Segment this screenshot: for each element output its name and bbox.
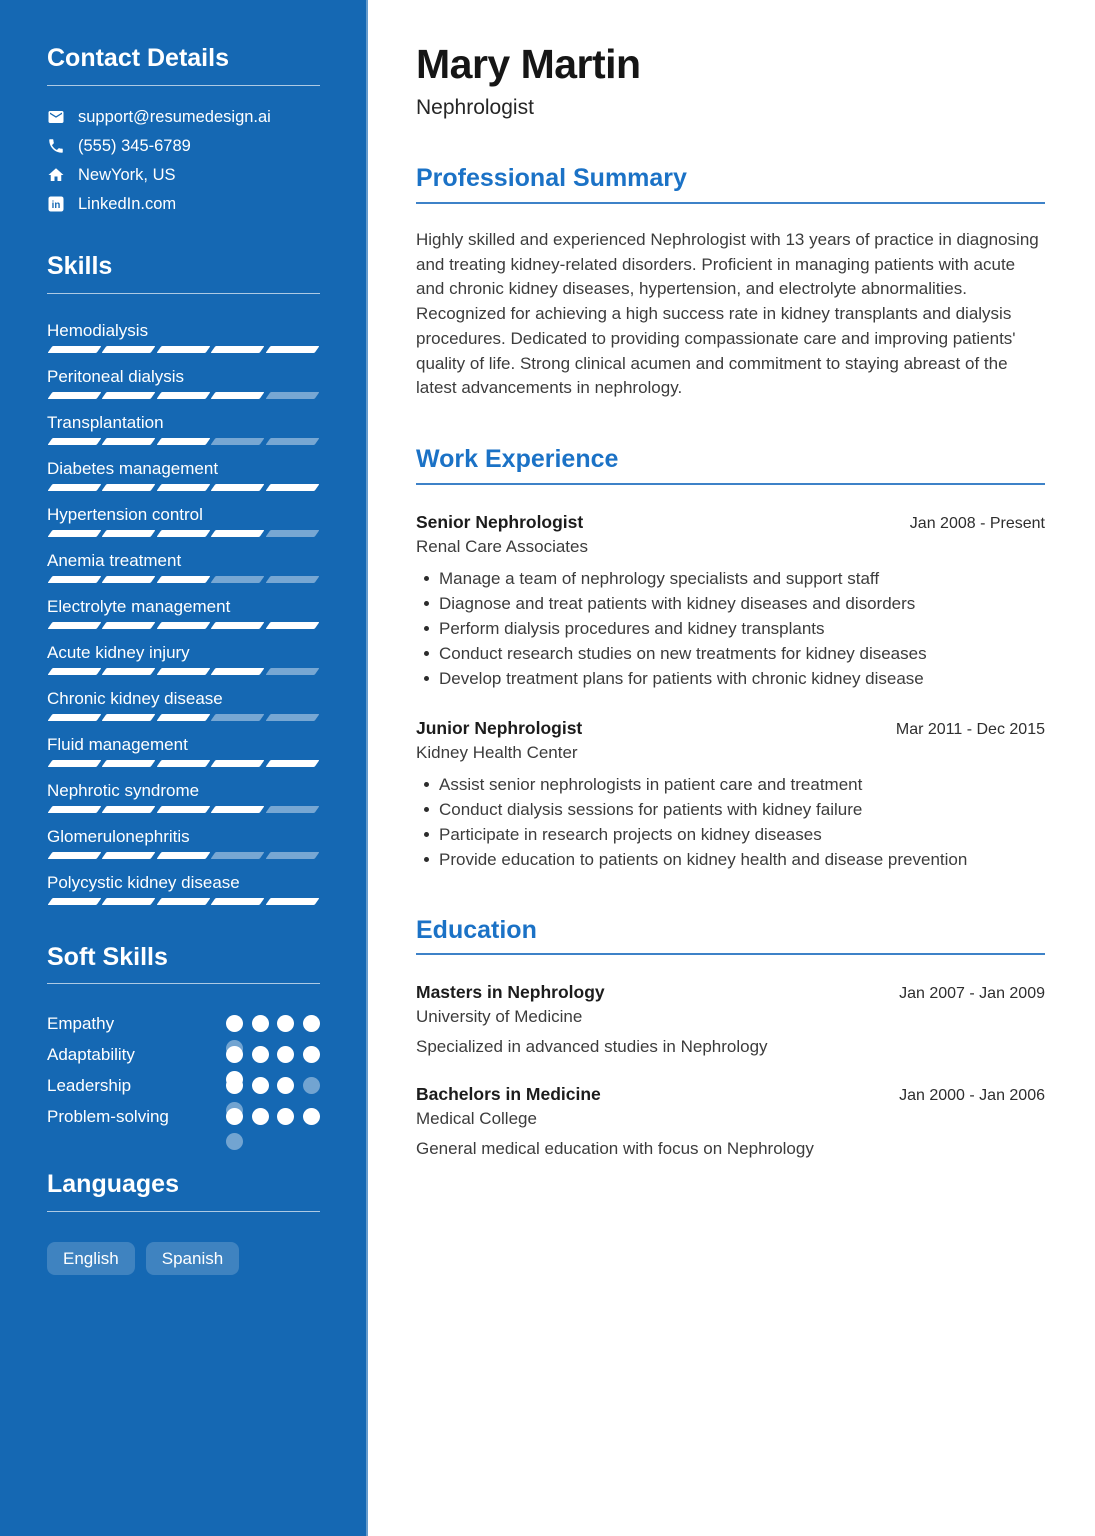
soft-skill-row: [47, 1101, 320, 1132]
language-pill: Spanish: [146, 1242, 239, 1275]
soft-skill-dots: [226, 1108, 320, 1150]
job-header: [416, 718, 1045, 739]
skill-bar-segment: [156, 576, 210, 583]
contact-section: [47, 44, 320, 214]
skill-bar-segment: [156, 530, 210, 537]
skill-item: [47, 688, 320, 721]
divider: [47, 983, 320, 984]
skills-list: [47, 320, 320, 905]
education-header: [416, 1084, 1045, 1105]
soft-skill-dot: [277, 1015, 294, 1032]
soft-skill-dot: [303, 1077, 320, 1094]
skill-bar: [47, 484, 320, 491]
skill-bar-segment: [102, 852, 156, 859]
soft-skill-dot: [252, 1108, 269, 1125]
skill-bar-segment: [48, 806, 102, 813]
skill-item: [47, 872, 320, 905]
skill-bar-segment: [48, 898, 102, 905]
skill-bar-segment: [48, 576, 102, 583]
skill-bar-segment: [102, 438, 156, 445]
job-dates: Jan 2008 - Present: [909, 514, 1045, 532]
skill-label: Electrolyte management: [47, 596, 231, 616]
skill-bar-segment: [211, 806, 265, 813]
job-bullet: Provide education to patients on kidney health and disease prevention: [424, 847, 1045, 872]
svg-text:in: in: [51, 200, 61, 212]
skill-label: Diabetes management: [47, 458, 219, 478]
education-note: Specialized in advanced studies in Nephrology: [416, 1037, 768, 1057]
contact-text: support@resumedesign.ai: [78, 107, 271, 126]
skill-bar-segment: [48, 852, 102, 859]
education-entry: [416, 1084, 1045, 1159]
skill-label: Nephrotic syndrome: [47, 780, 200, 800]
skill-bar: [47, 530, 320, 537]
education-note: General medical education with focus on Nephrology: [416, 1139, 814, 1159]
sidebar: [0, 0, 368, 1536]
skill-bar: [47, 852, 320, 859]
soft-skill-dot: [226, 1133, 243, 1150]
skill-item: [47, 734, 320, 767]
skill-bar-segment: [211, 898, 265, 905]
education-header: [416, 982, 1045, 1003]
skill-bar-segment: [211, 714, 265, 721]
contact-title: Contact Details: [47, 44, 229, 72]
experience-title: Work Experience: [416, 445, 1045, 485]
skill-bar: [47, 622, 320, 629]
skill-bar-segment: [265, 622, 319, 629]
skill-bar-segment: [265, 714, 319, 721]
skill-bar-segment: [48, 622, 102, 629]
skill-item: [47, 320, 320, 353]
skill-bar: [47, 668, 320, 675]
contact-text: NewYork, US: [78, 165, 176, 184]
skill-bar: [47, 760, 320, 767]
skill-bar: [47, 438, 320, 445]
school-name: Medical College: [416, 1109, 537, 1129]
skill-item: [47, 412, 320, 445]
skill-bar-segment: [156, 898, 210, 905]
degree-title: Masters in Nephrology: [416, 982, 605, 1003]
skill-label: Glomerulonephritis: [47, 826, 190, 846]
skill-bar: [47, 806, 320, 813]
skill-bar-segment: [102, 576, 156, 583]
skill-bar: [47, 392, 320, 399]
skill-bar-segment: [265, 852, 319, 859]
skill-item: [47, 458, 320, 491]
skill-bar-segment: [211, 484, 265, 491]
languages-title: Languages: [47, 1170, 179, 1199]
skill-bar-segment: [211, 852, 265, 859]
skill-label: Peritoneal dialysis: [47, 366, 185, 386]
skill-item: [47, 780, 320, 813]
skill-bar-segment: [211, 668, 265, 675]
skill-bar: [47, 346, 320, 353]
skill-bar-segment: [102, 622, 156, 629]
languages-section: [47, 1170, 320, 1275]
soft-skill-dot: [277, 1108, 294, 1125]
education-dates: Jan 2007 - Jan 2009: [899, 985, 1045, 1003]
skill-bar-segment: [211, 392, 265, 399]
degree-title: Bachelors in Medicine: [416, 1084, 601, 1105]
skill-bar-segment: [265, 668, 319, 675]
contact-item: [47, 108, 320, 127]
email-icon: [47, 108, 65, 126]
skill-bar-segment: [48, 392, 102, 399]
skill-bar-segment: [102, 484, 156, 491]
soft-skill-row: [47, 1039, 320, 1070]
skill-bar-segment: [156, 852, 210, 859]
job-bullet: Develop treatment plans for patients with chronic kidney disease: [424, 666, 1045, 691]
skill-bar-segment: [156, 346, 210, 353]
skill-bar-segment: [102, 898, 156, 905]
divider: [47, 1211, 320, 1212]
job-header: [416, 512, 1045, 533]
soft-skill-dot: [252, 1046, 269, 1063]
skill-bar-segment: [265, 392, 319, 399]
job-title: Junior Nephrologist: [416, 717, 583, 738]
soft-skill-dot: [303, 1015, 320, 1032]
skill-bar-segment: [156, 714, 210, 721]
summary-section: [416, 164, 1045, 401]
skill-label: Chronic kidney disease: [47, 688, 223, 708]
contact-item: [47, 137, 320, 156]
soft-skill-dot: [303, 1108, 320, 1125]
job-dates: Mar 2011 - Dec 2015: [895, 720, 1045, 738]
skill-bar-segment: [156, 622, 210, 629]
skill-item: [47, 366, 320, 399]
soft-skill-dot: [226, 1108, 243, 1125]
job-bullet: Conduct dialysis sessions for patients with kidney failure: [424, 797, 1045, 822]
soft-skills-title: Soft Skills: [47, 942, 168, 971]
job-bullet-list: [416, 772, 1045, 872]
contact-item: [47, 195, 320, 214]
job-bullet: Participate in research projects on kidney diseases: [424, 822, 1045, 847]
skill-bar-segment: [102, 668, 156, 675]
skill-bar-segment: [102, 760, 156, 767]
soft-skill-dot: [252, 1015, 269, 1032]
skill-item: [47, 642, 320, 675]
skill-bar-segment: [211, 576, 265, 583]
soft-skill-dot: [277, 1046, 294, 1063]
skill-bar-segment: [211, 760, 265, 767]
education-section: [416, 916, 1045, 1160]
education-dates: Jan 2000 - Jan 2006: [899, 1087, 1045, 1105]
soft-skill-dot: [277, 1077, 294, 1094]
skill-bar-segment: [48, 484, 102, 491]
skill-bar-segment: [48, 760, 102, 767]
skill-label: Transplantation: [47, 412, 164, 432]
home-icon: [47, 166, 65, 184]
skill-item: [47, 826, 320, 859]
skill-bar: [47, 714, 320, 721]
skill-bar-segment: [265, 898, 319, 905]
job-bullet-list: [416, 566, 1045, 691]
skill-bar-segment: [265, 438, 319, 445]
soft-skill-dot: [226, 1015, 243, 1032]
soft-skills-list: [47, 1008, 320, 1132]
summary-title: Professional Summary: [416, 164, 1045, 204]
skill-bar-segment: [211, 438, 265, 445]
job-bullet: Diagnose and treat patients with kidney diseases and disorders: [424, 591, 1045, 616]
skill-bar-segment: [156, 484, 210, 491]
skill-label: Polycystic kidney disease: [47, 872, 240, 892]
skill-bar-segment: [48, 438, 102, 445]
skills-title: Skills: [47, 251, 113, 280]
soft-skill-dot: [252, 1077, 269, 1094]
soft-skill-dot: [226, 1077, 243, 1094]
divider: [47, 293, 320, 294]
contact-item: [47, 166, 320, 185]
skill-bar-segment: [265, 576, 319, 583]
person-role: Nephrologist: [416, 96, 534, 120]
skill-bar-segment: [211, 346, 265, 353]
skill-bar-segment: [211, 530, 265, 537]
skill-bar-segment: [48, 346, 102, 353]
skill-bar-segment: [265, 806, 319, 813]
skill-label: Anemia treatment: [47, 550, 182, 570]
contact-text: LinkedIn.com: [78, 194, 177, 213]
job-bullet: Conduct research studies on new treatments for kidney diseases: [424, 641, 1045, 666]
skill-bar-segment: [102, 392, 156, 399]
skill-label: Hemodialysis: [47, 320, 149, 340]
skill-bar-segment: [102, 346, 156, 353]
skill-label: Acute kidney injury: [47, 642, 190, 662]
skill-bar-segment: [265, 346, 319, 353]
education-entry: [416, 982, 1045, 1057]
job-company: Renal Care Associates: [416, 536, 588, 556]
soft-skill-row: [47, 1070, 320, 1101]
contact-text: (555) 345-6789: [78, 136, 191, 155]
skill-item: [47, 550, 320, 583]
skill-bar-segment: [265, 484, 319, 491]
divider: [47, 85, 320, 86]
experience-section: [416, 445, 1045, 872]
job-bullet: Manage a team of nephrology specialists and support staff: [424, 566, 1045, 591]
job-entry: [416, 512, 1045, 691]
skill-bar: [47, 898, 320, 905]
skill-bar-segment: [156, 760, 210, 767]
skill-bar: [47, 576, 320, 583]
job-bullet: Assist senior nephrologists in patient care and treatment: [424, 772, 1045, 797]
job-company: Kidney Health Center: [416, 742, 578, 762]
person-name: Mary Martin: [416, 41, 641, 87]
skill-bar-segment: [102, 806, 156, 813]
soft-skill-row: [47, 1008, 320, 1039]
skill-bar-segment: [156, 806, 210, 813]
soft-skill-label: Leadership: [47, 1076, 132, 1096]
school-name: University of Medicine: [416, 1007, 583, 1027]
skill-bar-segment: [265, 760, 319, 767]
skill-label: Hypertension control: [47, 504, 203, 524]
summary-text: Highly skilled and experienced Nephrologist with 13 years of practice in diagnosing and treating kidney-related disorders. Proficient in managing patients with acute and chronic kidney diseases, hypertension, and electrolyte abnormalities. Recognized for achieving a high success rate in kidney transplants and dialysis procedures. Dedicated to providing compassionate care and improving patients' quality of life. Strong clinical acumen and commitment to staying abreast of the latest advancements in nephrology.: [416, 229, 1039, 398]
skill-bar-segment: [156, 668, 210, 675]
skill-bar-segment: [156, 392, 210, 399]
skill-bar-segment: [211, 622, 265, 629]
soft-skills-section: [47, 943, 320, 1133]
skill-item: [47, 596, 320, 629]
education-title: Education: [416, 916, 1045, 956]
soft-skill-label: Adaptability: [47, 1045, 135, 1065]
skill-bar-segment: [48, 668, 102, 675]
soft-skill-label: Problem-solving: [47, 1107, 169, 1127]
skill-bar-segment: [48, 530, 102, 537]
job-entry: [416, 718, 1045, 872]
skills-section: [47, 252, 320, 905]
main-column: [416, 0, 1045, 1159]
skill-bar-segment: [102, 714, 156, 721]
language-pill: English: [47, 1242, 135, 1275]
contact-list: [47, 108, 320, 214]
phone-icon: [47, 137, 65, 155]
job-title: Senior Nephrologist: [416, 511, 584, 532]
languages-list: [47, 1242, 320, 1275]
skill-bar-segment: [156, 438, 210, 445]
soft-skill-label: Empathy: [47, 1014, 115, 1034]
skill-bar-segment: [102, 530, 156, 537]
job-bullet: Perform dialysis procedures and kidney transplants: [424, 616, 1045, 641]
soft-skill-dot: [226, 1046, 243, 1063]
education-list: [416, 982, 1045, 1159]
soft-skill-dot: [303, 1046, 320, 1063]
job-list: [416, 512, 1045, 872]
linkedin-icon: [47, 195, 65, 213]
skill-bar-segment: [48, 714, 102, 721]
skill-bar-segment: [265, 530, 319, 537]
skill-label: Fluid management: [47, 734, 188, 754]
skill-item: [47, 504, 320, 537]
